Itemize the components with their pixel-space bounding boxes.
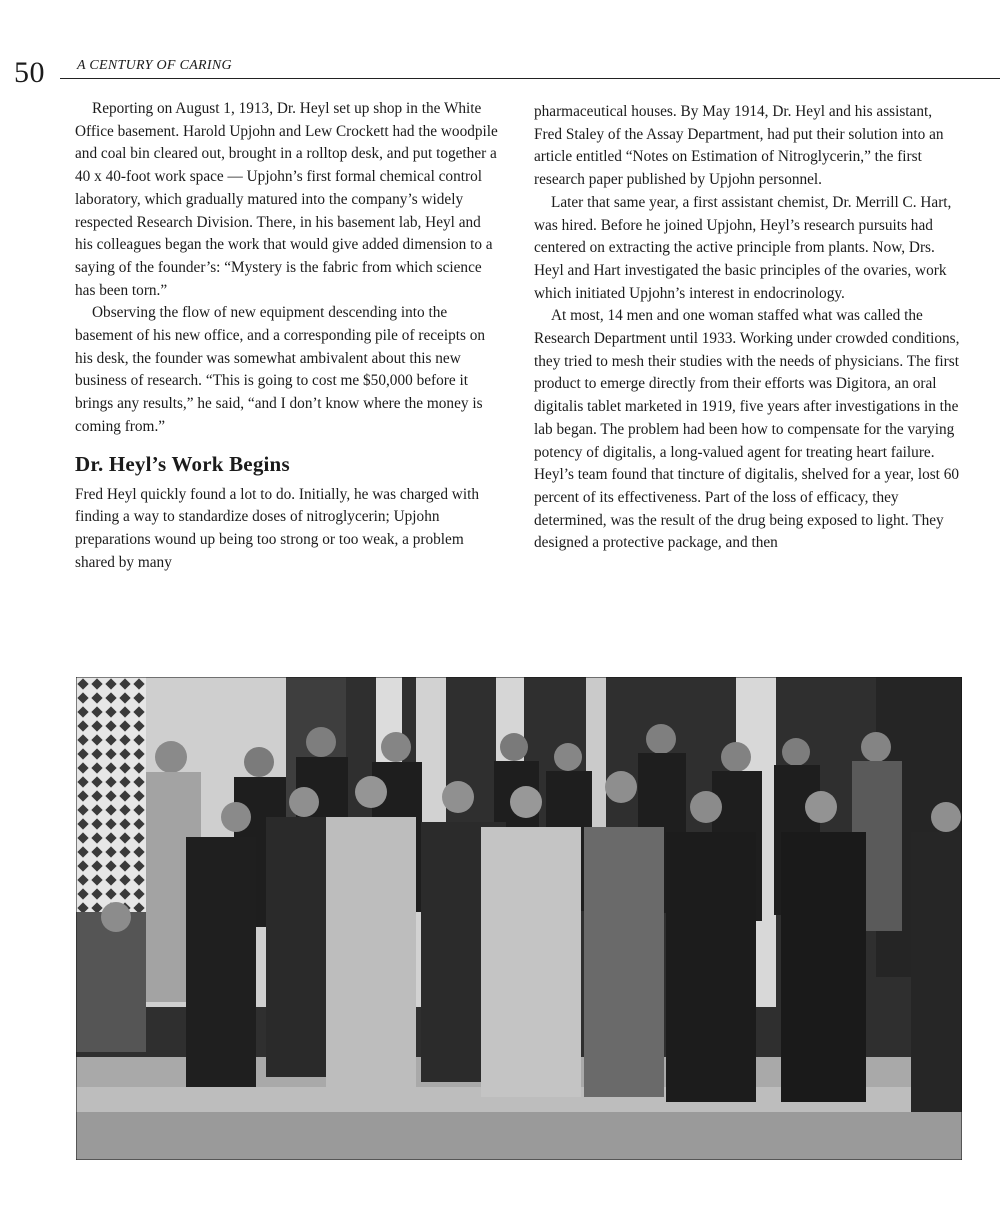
right-column bbox=[534, 101, 960, 555]
paragraph: Fred Heyl quickly found a lot to do. Initially, he was charged with finding a way to standardize doses of nitroglycerin; Upjohn preparations wound up being too strong or too weak, a problem shared by many bbox=[75, 485, 480, 571]
header-rule bbox=[60, 78, 1000, 79]
left-column bbox=[75, 98, 499, 574]
page-number: 50 bbox=[14, 56, 45, 89]
group-photograph-image bbox=[76, 677, 962, 1160]
paragraph: Later that same year, a first assistant chemist, Dr. Merrill C. Hart, was hired. Before he joined Upjohn, Heyl’s research pursuits had centered on extracting the active principle from plants. Now, Drs. Heyl and Hart investigated the basic principles of the ovaries, work which initiated Upjohn’s interest in endocrinology. bbox=[534, 193, 952, 302]
group-photograph bbox=[76, 677, 962, 1160]
paragraph: At most, 14 men and one woman staffed what was called the Research Department until 1933. Working under crowded conditions, they tried to mesh their studies with the needs of physicians. The first product to emerge directly from their efforts was Digitora, an oral digitalis tablet marketed in 1919, five years after investigations in the lab began. The problem had been how to compensate for the varying potency of digitalis, a long-valued agent for treating heart failure. Heyl’s team found that tincture of digitalis, shelved for a year, lost 60 percent of its effectiveness. Part of the loss of efficacy, they determined, was the result of the drug being exposed to light. They designed a protective package, and then bbox=[534, 307, 960, 552]
section-heading: Dr. Heyl’s Work Begins bbox=[75, 451, 290, 476]
running-head: A CENTURY OF CARING bbox=[77, 58, 232, 73]
paragraph: Reporting on August 1, 1913, Dr. Heyl set up shop in the White Office basement. Harold Upjohn and Lew Crockett had the woodpile and coal bin cleared out, brought in a rolltop desk, and put together a 40 x 40-foot work space — Upjohn’s first formal chemical control laboratory, which gradually matured into the company’s widely respected Research Division. There, in his basement lab, Heyl and his colleagues began the work that would give added dimension to a saying of the founder’s: “Mystery is the fabric from which science has been torn.” bbox=[75, 100, 498, 299]
paragraph: Observing the flow of new equipment descending into the basement of his new office, and a corresponding pile of receipts on his desk, the founder was somewhat ambivalent about this new business of research. “This is going to cost me $50,000 before it brings any results,” he said, “and I don’t know where the money is coming from.” bbox=[75, 304, 486, 435]
paragraph: pharmaceutical houses. By May 1914, Dr. Heyl and his assistant, Fred Staley of the Assay Department, had put their solution into an article entitled “Notes on Estimation of Nitroglycerin,” the first research paper published by Upjohn personnel. bbox=[534, 103, 944, 189]
